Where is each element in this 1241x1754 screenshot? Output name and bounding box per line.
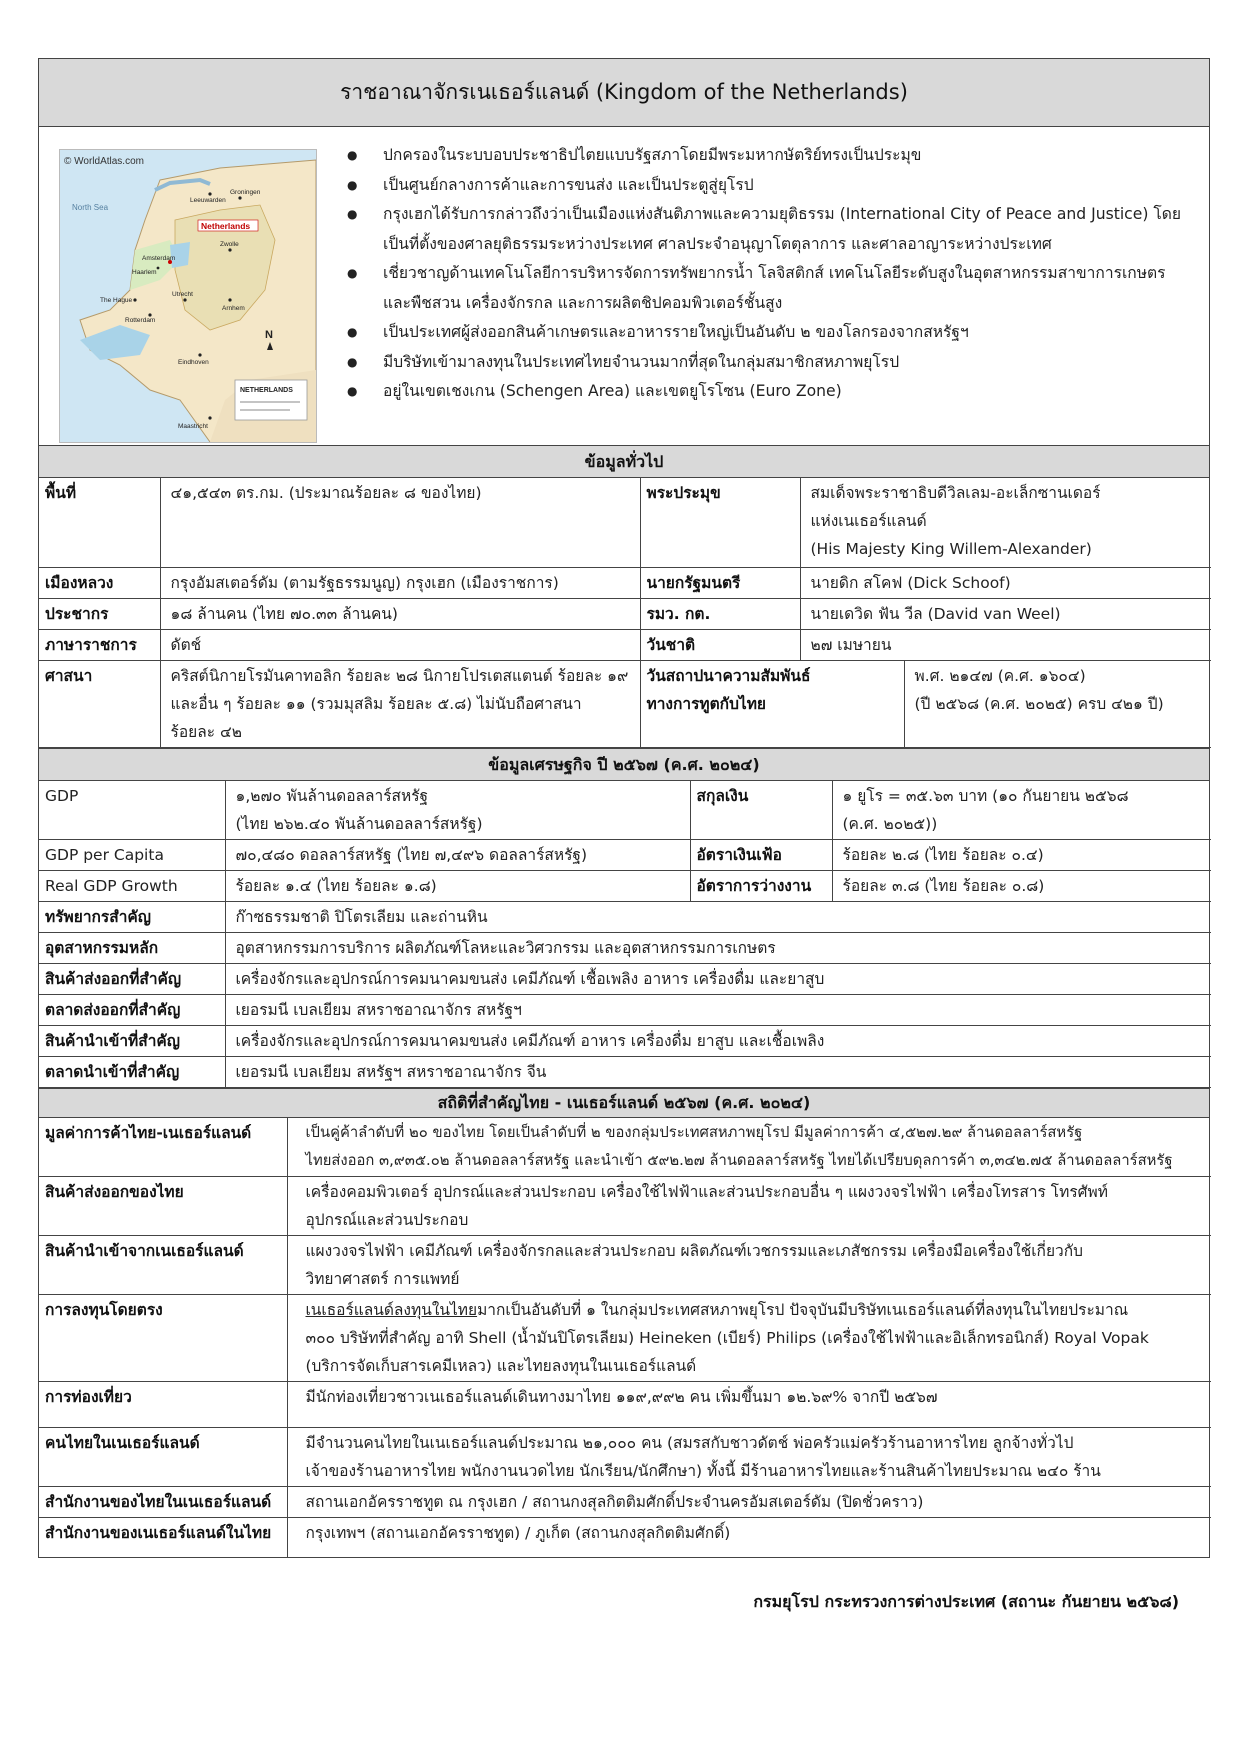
head-of-state-value (800, 478, 1211, 567)
thai-exports-label: สินค้าส่งออกของไทย (39, 1176, 287, 1235)
map-graphic (60, 150, 316, 442)
industries-label: อุตสาหกรรมหลัก (39, 932, 225, 963)
currency-line-2: (ค.ศ. ๒๐๒๕)) (842, 814, 938, 833)
table-row (39, 901, 1211, 932)
dip-label-line-2: ทางการทูตกับไทย (646, 694, 767, 713)
trade-line-1: เป็นคู่ค้าลำดับที่ ๒๐ ของไทย โดยเป็นลำดับที่ ๒ ของกลุ่มประเทศสหภาพยุโรป มีมูลค่าการค้า ๔,๕๒๗.๒๙ ล้านดอลลาร์สหรัฐ (305, 1123, 1083, 1141)
city-haarlem: Haarlem (132, 269, 157, 276)
city-arnhem: Arnhem (222, 305, 245, 312)
intro-bullet: ● กรุงเฮกได้รับการกล่าวถึงว่าเป็นเมืองแห่งสันติภาพและความยุติธรรม (International City of Peace and Justice) โดยเป็นที่ตั้งของศาลยุติธรรมระหว่างประเทศ ศาลประจำอนุญาโตตุลาการ และศาลอาญาระหว่างประเทศ (347, 200, 1189, 259)
area-label: พื้นที่ (39, 478, 160, 567)
map-sea-label: North Sea (72, 203, 109, 212)
city-the-hague: The Hague (100, 297, 133, 304)
table-row (39, 598, 1211, 629)
inflation-label: อัตราเงินเฟ้อ (690, 839, 832, 870)
table-row (39, 1517, 1211, 1557)
table-row (39, 781, 1211, 840)
investment-line-2: ๓๐๐ บริษัทที่สำคัญ อาทิ Shell (น้ำมันปิโตรเลียม) Heineken (เบียร์) Philips (เครื่องใช้ไฟฟ้าและอิเล็กทรอนิกส์) Royal Vopak (305, 1328, 1149, 1347)
thai-community-line-1: มีจำนวนคนไทยในเนเธอร์แลนด์ประมาณ ๒๑,๐๐๐ คน (สมรสกับชาวดัตช์ พ่อครัวแม่ครัวร้านอาหารไทย ลูกจ้างทั่วไป (305, 1433, 1074, 1452)
table-row (39, 1294, 1211, 1381)
national-day-label: วันชาติ (640, 629, 800, 660)
language-label: ภาษาราชการ (39, 629, 160, 660)
table-row (39, 870, 1211, 901)
currency-label: สกุลเงิน (690, 781, 832, 840)
area-value: ๔๑,๕๔๓ ตร.กม. (ประมาณร้อยละ ๘ ของไทย) (160, 478, 640, 567)
city-leeuwarden: Leeuwarden (190, 197, 226, 204)
pm-value: นายดิก สโคฟ (Dick Schoof) (800, 567, 1211, 598)
language-value: ดัตช์ (160, 629, 640, 660)
head-line-2: แห่งเนเธอร์แลนด์ (810, 512, 927, 530)
netherlands-map (59, 149, 317, 443)
capital-value: กรุงอัมสเตอร์ดัม (ตามรัฐธรรมนูญ) กรุงเฮก (เมืองราชการ) (160, 567, 640, 598)
investment-line-1-rest: มากเป็นอันดับที่ ๑ ในกลุ่มประเทศสหภาพยุโรป ปัจจุบันมีบริษัทเนเธอร์แลนด์ที่ลงทุนในไทยประมาณ (477, 1300, 1129, 1319)
city-zwolle: Zwolle (220, 241, 239, 248)
city-rotterdam: Rotterdam (125, 317, 156, 324)
page-title: ราชอาณาจักรเนเธอร์แลนด์ (Kingdom of the Netherlands) (39, 59, 1209, 127)
table-row (39, 629, 1211, 660)
map-source-text: © WorldAtlas.com (64, 156, 144, 167)
head-of-state-label: พระประมุข (640, 478, 800, 567)
real-gdp-growth-label: Real GDP Growth (39, 870, 225, 901)
population-label: ประชากร (39, 598, 160, 629)
nl-imports-label: สินค้านำเข้าจากเนเธอร์แลนด์ (39, 1235, 287, 1294)
table-row (39, 1118, 1211, 1177)
table-row (39, 660, 1211, 747)
real-gdp-growth-value: ร้อยละ ๑.๔ (ไทย ร้อยละ ๑.๘) (225, 870, 690, 901)
capital-label: เมืองหลวง (39, 567, 160, 598)
export-markets-value: เยอรมนี เบลเยียม สหราชอาณาจักร สหรัฐฯ (225, 994, 1211, 1025)
thai-office-value: สถานเอกอัครราชทูต ณ กรุงเฮก / สถานกงสุลกิตติมศักดิ์ประจำนครอัมสเตอร์ดัม (ปิดชั่วคราว) (287, 1486, 1211, 1517)
table-row (39, 1235, 1211, 1294)
table-row (39, 1381, 1211, 1427)
exports-label: สินค้าส่งออกที่สำคัญ (39, 963, 225, 994)
unemployment-label: อัตราการว่างงาน (690, 870, 832, 901)
thai-exports-line-1: เครื่องคอมพิวเตอร์ อุปกรณ์และส่วนประกอบ เครื่องใช้ไฟฟ้าและส่วนประกอบอื่น ๆ แผงวงจรไฟฟ้า เครื่องโทรสาร โทรศัพท์ (305, 1182, 1108, 1201)
nl-office-label: สำนักงานของเนเธอร์แลนด์ในไทย (39, 1517, 287, 1557)
city-maastricht: Maastricht (178, 423, 208, 430)
gdp-per-capita-value: ๗๐,๔๘๐ ดอลลาร์สหรัฐ (ไทย ๗,๔๙๖ ดอลลาร์สหรัฐ) (225, 839, 690, 870)
table-row (39, 994, 1211, 1025)
table-row (39, 932, 1211, 963)
section-header-stats: สถิติที่สำคัญไทย - เนเธอร์แลนด์ ๒๕๖๗ (ค.ศ. ๒๐๒๔) (39, 1088, 1209, 1118)
intro-bullet: ● เชี่ยวชาญด้านเทคโนโลยีการบริหารจัดการทรัพยากรน้ำ โลจิสติกส์ เทคโนโลยีระดับสูงในอุตสาหกรรมสาขาการเกษตร และพืชสวน เครื่องจักรกล และการผลิตชิปคอมพิวเตอร์ชั้นสูง (347, 259, 1189, 318)
gdp-line-1: ๑,๒๗๐ พันล้านดอลลาร์สหรัฐ (235, 786, 429, 805)
section-header-economy: ข้อมูลเศรษฐกิจ ปี ๒๕๖๗ (ค.ศ. ๒๐๒๔) (39, 748, 1209, 781)
currency-line-1: ๑ ยูโร = ๓๕.๖๓ บาท (๑๐ กันยายน ๒๕๖๘ (842, 786, 1129, 805)
tourism-label: การท่องเที่ยว (39, 1381, 287, 1427)
religion-line-2: และอื่น ๆ ร้อยละ ๑๑ (รวมมุสลิม ร้อยละ ๕.๘) ไม่นับถือศาสนา (170, 694, 582, 713)
intro-bullet: ● อยู่ในเขตเชงเกน (Schengen Area) และเขตยูโรโซน (Euro Zone) (347, 377, 1189, 407)
intro-bullet: ● มีบริษัทเข้ามาลงทุนในประเทศไทยจำนวนมากที่สุดในกลุ่มสมาชิกสหภาพยุโรป (347, 348, 1189, 378)
thai-community-value (287, 1427, 1211, 1486)
inflation-value: ร้อยละ ๒.๘ (ไทย ร้อยละ ๐.๔) (832, 839, 1211, 870)
table-row (39, 567, 1211, 598)
religion-line-1: คริสต์นิกายโรมันคาทอลิก ร้อยละ ๒๘ นิกายโปรเตสแตนต์ ร้อยละ ๑๙ (170, 666, 629, 685)
export-markets-label: ตลาดส่งออกที่สำคัญ (39, 994, 225, 1025)
dip-value-line-2: (ปี ๒๕๖๘ (ค.ศ. ๒๐๒๕) ครบ ๔๒๑ ปี) (914, 694, 1164, 713)
intro-section (39, 127, 1209, 446)
investment-value (287, 1294, 1211, 1381)
head-line-3: (His Majesty King Willem-Alexander) (810, 540, 1092, 558)
nl-imports-value (287, 1235, 1211, 1294)
intro-bullet: ● ปกครองในระบบอบประชาธิปไตยแบบรัฐสภาโดยมีพระมหากษัตริย์ทรงเป็นประมุข (347, 141, 1189, 171)
head-line-1: สมเด็จพระราชาธิบดีวิลเลม-อะเล็กซานเดอร์ (810, 484, 1101, 502)
religion-value (160, 660, 640, 747)
national-day-value: ๒๗ เมษายน (800, 629, 1211, 660)
pm-label: นายกรัฐมนตรี (640, 567, 800, 598)
import-markets-value: เยอรมนี เบลเยียม สหรัฐฯ สหราชอาณาจักร จีน (225, 1056, 1211, 1087)
religion-label: ศาสนา (39, 660, 160, 747)
tourism-value: มีนักท่องเที่ยวชาวเนเธอร์แลนด์เดินทางมาไทย ๑๑๙,๙๙๒ คน เพิ่มขึ้นมา ๑๒.๖๙% จากปี ๒๕๖๗ (287, 1381, 1211, 1427)
footer-source: กรมยุโรป กระทรวงการต่างประเทศ (สถานะ กันยายน ๒๕๖๘) (753, 1592, 1179, 1611)
table-row (39, 839, 1211, 870)
thai-community-line-2: เจ้าของร้านอาหารไทย พนักงานนวดไทย นักเรียน/นักศึกษา) ทั้งนี้ มีร้านอาหารไทยและร้านสินค้าไทยประมาณ ๒๔๐ ร้าน (305, 1461, 1101, 1480)
thai-exports-value (287, 1176, 1211, 1235)
gdp-value (225, 781, 690, 840)
trade-value (287, 1118, 1211, 1177)
table-row (39, 478, 1211, 567)
table-row (39, 1176, 1211, 1235)
table-row (39, 1025, 1211, 1056)
table-row (39, 963, 1211, 994)
diplomatic-relations-value (904, 660, 1211, 747)
intro-bullet: ● เป็นศูนย์กลางการค้าและการขนส่ง และเป็นประตูสู่ยุโรป (347, 171, 1189, 201)
table-row (39, 1056, 1211, 1087)
investment-highlight: เนเธอร์แลนด์ลงทุนในไทย (305, 1300, 478, 1319)
city-eindhoven: Eindhoven (178, 359, 209, 366)
thai-community-label: คนไทยในเนเธอร์แลนด์ (39, 1427, 287, 1486)
trade-label: มูลค่าการค้าไทย-เนเธอร์แลนด์ (39, 1118, 287, 1177)
intro-bullet-list (317, 127, 1209, 445)
factsheet (38, 58, 1210, 1558)
diplomatic-relations-label (640, 660, 904, 747)
dip-value-line-1: พ.ศ. ๒๑๔๗ (ค.ศ. ๑๖๐๔) (914, 666, 1086, 685)
imports-label: สินค้านำเข้าที่สำคัญ (39, 1025, 225, 1056)
resources-value: ก๊าซธรรมชาติ ปิโตรเลียม และถ่านหิน (225, 901, 1211, 932)
map-legend-title: NETHERLANDS (240, 387, 293, 394)
thai-office-label: สำนักงานของไทยในเนเธอร์แลนด์ (39, 1486, 287, 1517)
city-amsterdam: Amsterdam (142, 255, 176, 262)
general-info-table (39, 478, 1211, 748)
population-value: ๑๘ ล้านคน (ไทย ๗๐.๓๓ ล้านคน) (160, 598, 640, 629)
fm-label: รมว. กต. (640, 598, 800, 629)
dip-label-line-1: วันสถาปนาความสัมพันธ์ (646, 666, 811, 685)
table-row (39, 1486, 1211, 1517)
gdp-line-2: (ไทย ๒๖๒.๔๐ พันล้านดอลลาร์สหรัฐ) (235, 814, 483, 833)
unemployment-value: ร้อยละ ๓.๘ (ไทย ร้อยละ ๐.๘) (832, 870, 1211, 901)
section-header-general: ข้อมูลทั่วไป (39, 446, 1209, 478)
stats-table (39, 1118, 1211, 1558)
nl-office-value: กรุงเทพฯ (สถานเอกอัครราชทูต) / ภูเก็ต (สถานกงสุลกิตติมศักดิ์) (287, 1517, 1211, 1557)
investment-line-3: (บริการจัดเก็บสารเคมีเหลว) และไทยลงทุนในเนเธอร์แลนด์ (305, 1356, 697, 1375)
intro-bullet: ● เป็นประเทศผู้ส่งออกสินค้าเกษตรและอาหารรายใหญ่เป็นอันดับ ๒ ของโลกรองจากสหรัฐฯ (347, 318, 1189, 348)
fm-value: นายเดวิด ฟัน วีล (David van Weel) (800, 598, 1211, 629)
city-groningen: Groningen (230, 189, 261, 196)
investment-line-1 (306, 1296, 1206, 1324)
industries-value: อุตสาหกรรมการบริการ ผลิตภัณฑ์โลหะและวิศวกรรม และอุตสาหกรรมการเกษตร (225, 932, 1211, 963)
map-country-label: Netherlands (201, 221, 251, 231)
investment-label: การลงทุนโดยตรง (39, 1294, 287, 1381)
economy-table (39, 781, 1211, 1088)
thai-exports-line-2: อุปกรณ์และส่วนประกอบ (305, 1210, 469, 1229)
city-utrecht: Utrecht (172, 291, 193, 298)
trade-line-2: ไทยส่งออก ๓,๙๓๕.๐๒ ล้านดอลลาร์สหรัฐ และนำเข้า ๕๙๒.๒๗ ล้านดอลลาร์สหรัฐ ไทยได้เปรียบดุลการค้า ๓,๓๔๒.๗๕ ล้านดอลลาร์สหรัฐ (305, 1151, 1173, 1169)
gdp-per-capita-label: GDP per Capita (39, 839, 225, 870)
currency-value (832, 781, 1211, 840)
table-row (39, 1427, 1211, 1486)
nl-imports-line-1: แผงวงจรไฟฟ้า เคมีภัณฑ์ เครื่องจักรกลและส่วนประกอบ ผลิตภัณฑ์เวชกรรมและเภสัชกรรม เครื่องมือเครื่องใช้เกี่ยวกับ (305, 1241, 1083, 1260)
exports-value: เครื่องจักรและอุปกรณ์การคมนาคมขนส่ง เคมีภัณฑ์ เชื้อเพลิง อาหาร เครื่องดื่ม และยาสูบ (225, 963, 1211, 994)
north-arrow-icon: N (265, 329, 273, 341)
imports-value: เครื่องจักรและอุปกรณ์การคมนาคมขนส่ง เคมีภัณฑ์ อาหาร เครื่องดื่ม ยาสูบ และเชื้อเพลิง (225, 1025, 1211, 1056)
gdp-label: GDP (39, 781, 225, 840)
resources-label: ทรัพยากรสำคัญ (39, 901, 225, 932)
import-markets-label: ตลาดนำเข้าที่สำคัญ (39, 1056, 225, 1087)
nl-imports-line-2: วิทยาศาสตร์ การแพทย์ (305, 1269, 460, 1288)
religion-line-3: ร้อยละ ๔๒ (170, 722, 242, 741)
